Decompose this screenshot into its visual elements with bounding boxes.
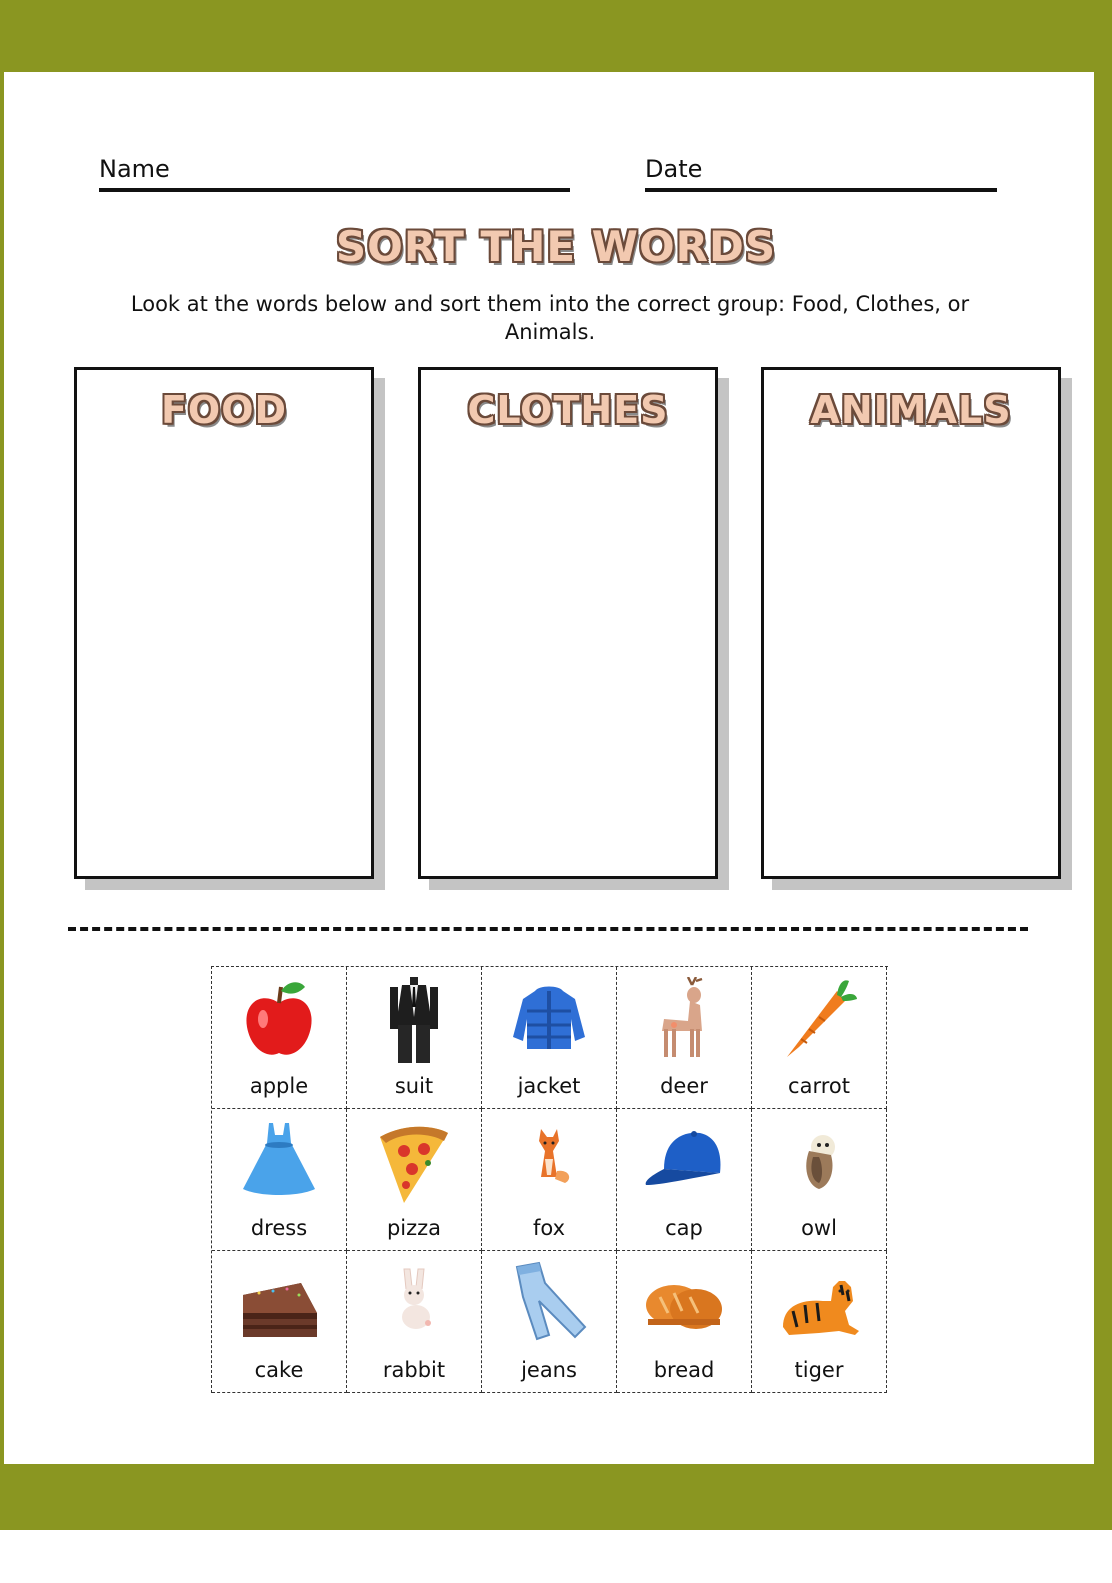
word-card-grid: [211, 966, 888, 1393]
word-card-rabbit[interactable]: [347, 1251, 482, 1393]
date-field-line[interactable]: [645, 188, 997, 192]
word-label: dress: [250, 1216, 308, 1240]
word-label: carrot: [788, 1074, 850, 1098]
clothes-sort-box[interactable]: [418, 367, 718, 879]
right-border-band: [1094, 72, 1112, 1464]
fox-icon: [509, 1119, 589, 1205]
word-label: pizza: [386, 1216, 442, 1240]
word-card-jeans[interactable]: [482, 1251, 617, 1393]
word-card-tiger[interactable]: [752, 1251, 887, 1393]
cake-icon: [239, 1261, 319, 1347]
owl-icon: [779, 1119, 859, 1205]
deer-icon: [644, 977, 724, 1063]
animals-sort-box[interactable]: [761, 367, 1061, 879]
word-label: deer: [660, 1074, 708, 1098]
jacket-icon: [509, 977, 589, 1063]
word-card-owl[interactable]: [752, 1109, 887, 1251]
word-label: rabbit: [382, 1358, 446, 1382]
word-label: jeans: [521, 1358, 577, 1382]
word-card-dress[interactable]: [212, 1109, 347, 1251]
apple-icon: [239, 977, 319, 1063]
word-card-bread[interactable]: [617, 1251, 752, 1393]
word-label: bread: [653, 1358, 715, 1382]
word-card-cake[interactable]: [212, 1251, 347, 1393]
tiger-icon: [779, 1261, 859, 1347]
word-label: jacket: [517, 1074, 581, 1098]
name-label: Name: [99, 155, 170, 183]
word-card-suit[interactable]: [347, 967, 482, 1109]
word-label: cake: [254, 1358, 304, 1382]
word-card-deer[interactable]: [617, 967, 752, 1109]
pizza-icon: [374, 1119, 454, 1205]
word-card-pizza[interactable]: [347, 1109, 482, 1251]
cut-line-divider: [68, 927, 1028, 931]
word-label: suit: [394, 1074, 434, 1098]
word-card-jacket[interactable]: [482, 967, 617, 1109]
page-title: SORT THE WORDS: [335, 222, 777, 271]
date-label: Date: [645, 155, 703, 183]
word-card-apple[interactable]: [212, 967, 347, 1109]
word-card-fox[interactable]: [482, 1109, 617, 1251]
carrot-icon: [779, 977, 859, 1063]
word-label: apple: [249, 1074, 309, 1098]
food-box-title: FOOD: [160, 388, 288, 432]
bottom-border-band: [0, 1464, 1112, 1530]
top-border-band: [0, 0, 1112, 72]
dress-icon: [239, 1119, 319, 1205]
cap-icon: [644, 1119, 724, 1205]
word-card-cap[interactable]: [617, 1109, 752, 1251]
clothes-box-title: CLOTHES: [467, 388, 669, 432]
jeans-icon: [509, 1261, 589, 1347]
bread-icon: [644, 1261, 724, 1347]
word-label: owl: [801, 1216, 837, 1240]
word-card-carrot[interactable]: [752, 967, 887, 1109]
word-label: tiger: [794, 1358, 844, 1382]
rabbit-icon: [374, 1261, 454, 1347]
name-field-line[interactable]: [99, 188, 570, 192]
instructions-text: Look at the words below and sort them into the correct group: Food, Clothes, or Animals.: [130, 292, 970, 344]
suit-icon: [374, 977, 454, 1063]
left-border-band: [0, 72, 4, 1464]
food-sort-box[interactable]: [74, 367, 374, 879]
word-label: cap: [665, 1216, 703, 1240]
word-label: fox: [532, 1216, 566, 1240]
animals-box-title: ANIMALS: [810, 388, 1012, 432]
